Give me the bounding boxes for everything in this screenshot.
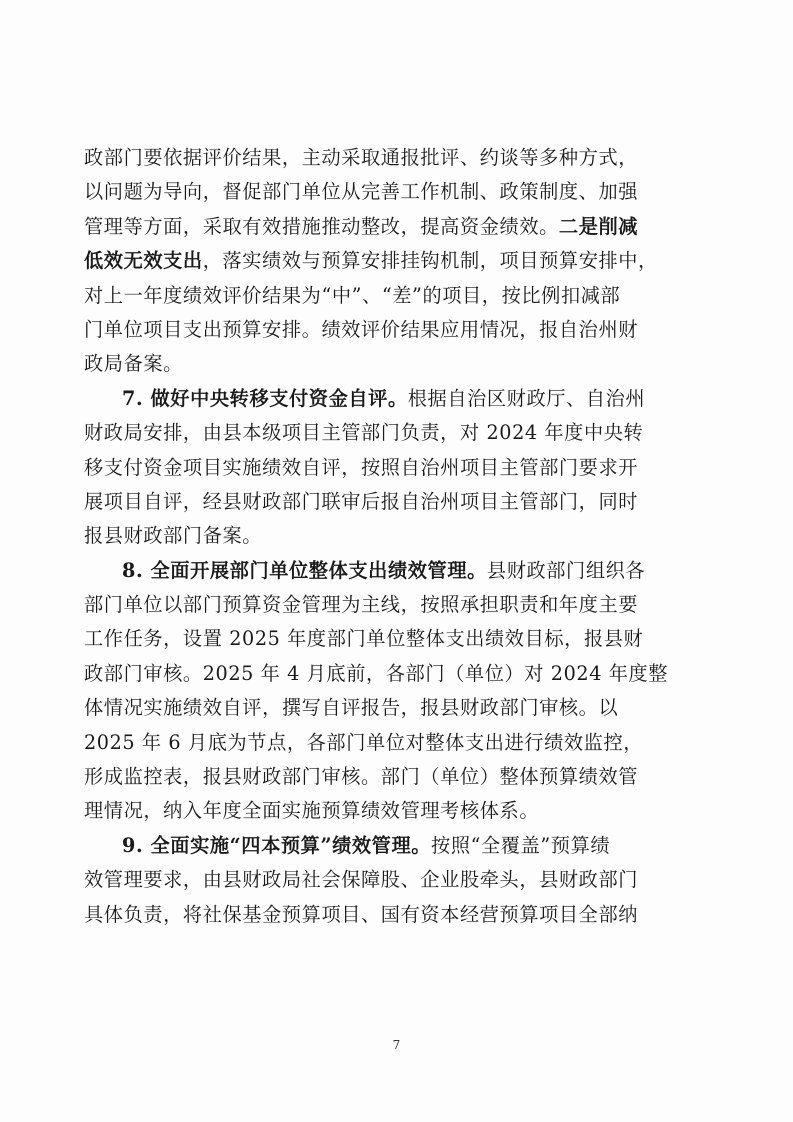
text-line bbox=[84, 863, 709, 897]
text-line bbox=[84, 691, 709, 725]
text-run: 按照“全覆盖”预算绩 bbox=[431, 833, 611, 857]
text-line bbox=[84, 794, 709, 828]
section-heading-7: 7. 做好中央转移支付资金自评。 bbox=[122, 386, 408, 410]
text-run: 移支付资金项目实施绩效自评，按照自治州项目主管部门要求开 bbox=[84, 455, 639, 479]
text-line bbox=[84, 210, 709, 244]
text-run: 政部门要依据评价结果，主动采取通报批评、约谈等多种方式， bbox=[84, 146, 639, 169]
text-run: 以问题为导向，督促部门单位从完善工作机制、政策制度、加强 bbox=[84, 180, 639, 204]
text-line bbox=[84, 416, 709, 450]
text-line bbox=[84, 141, 709, 175]
text-run: 政局备案。 bbox=[84, 352, 183, 376]
text-line bbox=[84, 622, 709, 656]
text-line bbox=[84, 657, 709, 691]
text-line bbox=[84, 760, 709, 794]
text-line bbox=[84, 175, 709, 209]
text-run: 形成监控表，报县财政部门审核。部门（单位）整体预算绩效管 bbox=[84, 765, 639, 789]
text-run: 报县财政部门备案。 bbox=[84, 524, 263, 548]
text-line bbox=[84, 279, 709, 313]
text-line bbox=[84, 485, 709, 519]
text-line bbox=[84, 726, 709, 760]
text-run: 工作任务，设置 2025 年度部门单位整体支出绩效目标，报县财 bbox=[84, 627, 644, 651]
text-line bbox=[84, 519, 709, 553]
text-run: 管理等方面，采取有效措施推动整改，提高资金绩效。 bbox=[84, 214, 559, 238]
bold-heading-run: 低效无效支出 bbox=[84, 249, 203, 273]
text-run: 部门单位以部门预算资金管理为主线，按照承担职责和年度主要 bbox=[84, 593, 639, 617]
text-run: 体情况实施绩效自评，撰写自评报告，报县财政部门审核。以 bbox=[84, 696, 619, 720]
text-line bbox=[84, 451, 709, 485]
text-line bbox=[84, 554, 709, 588]
text-run: 理情况，纳入年度全面实施预算绩效管理考核体系。 bbox=[84, 799, 540, 823]
text-run: 财政局安排，由县本级项目主管部门负责，对 2024 年度中央转 bbox=[84, 421, 644, 445]
text-line bbox=[84, 588, 709, 622]
text-run: ，落实绩效与预算安排挂钩机制，项目预算安排中， bbox=[202, 249, 658, 273]
text-line bbox=[84, 382, 709, 416]
text-run: 县财政部门组织各 bbox=[486, 558, 646, 582]
page-number: 7 bbox=[392, 1038, 401, 1052]
section-heading-9: 9. 全面实施“四本预算”绩效管理。 bbox=[122, 833, 432, 857]
section-heading-8: 8. 全面开展部门单位整体支出绩效管理。 bbox=[122, 558, 487, 582]
text-run: 门单位项目支出预算安排。绩效评价结果应用情况，报自治州财 bbox=[84, 317, 639, 341]
text-line bbox=[84, 347, 709, 381]
text-run: 效管理要求，由县财政局社会保障股、企业股牵头，县财政部门 bbox=[84, 868, 639, 892]
text-run: 2025 年 6 月底为节点，各部门单位对整体支出进行绩效监控， bbox=[84, 730, 644, 754]
text-run: 展项目自评，经县财政部门联审后报自治州项目主管部门，同时 bbox=[84, 489, 639, 513]
bold-heading-run: 二是削减 bbox=[558, 214, 639, 238]
text-run: 具体负责，将社保基金预算项目、国有资本经营预算项目全部纳 bbox=[84, 902, 639, 926]
text-line bbox=[84, 244, 709, 278]
text-run: 政部门审核。2025 年 4 月底前，各部门（单位）对 2024 年度整 bbox=[84, 661, 669, 685]
text-run: 根据自治区财政厅、自治州 bbox=[407, 386, 646, 410]
text-line bbox=[84, 829, 709, 863]
text-line bbox=[84, 313, 709, 347]
text-line bbox=[84, 898, 709, 932]
text-run: 对上一年度绩效评价结果为“中”、“差”的项目，按比例扣减部 bbox=[84, 283, 621, 307]
body-text bbox=[84, 141, 709, 932]
